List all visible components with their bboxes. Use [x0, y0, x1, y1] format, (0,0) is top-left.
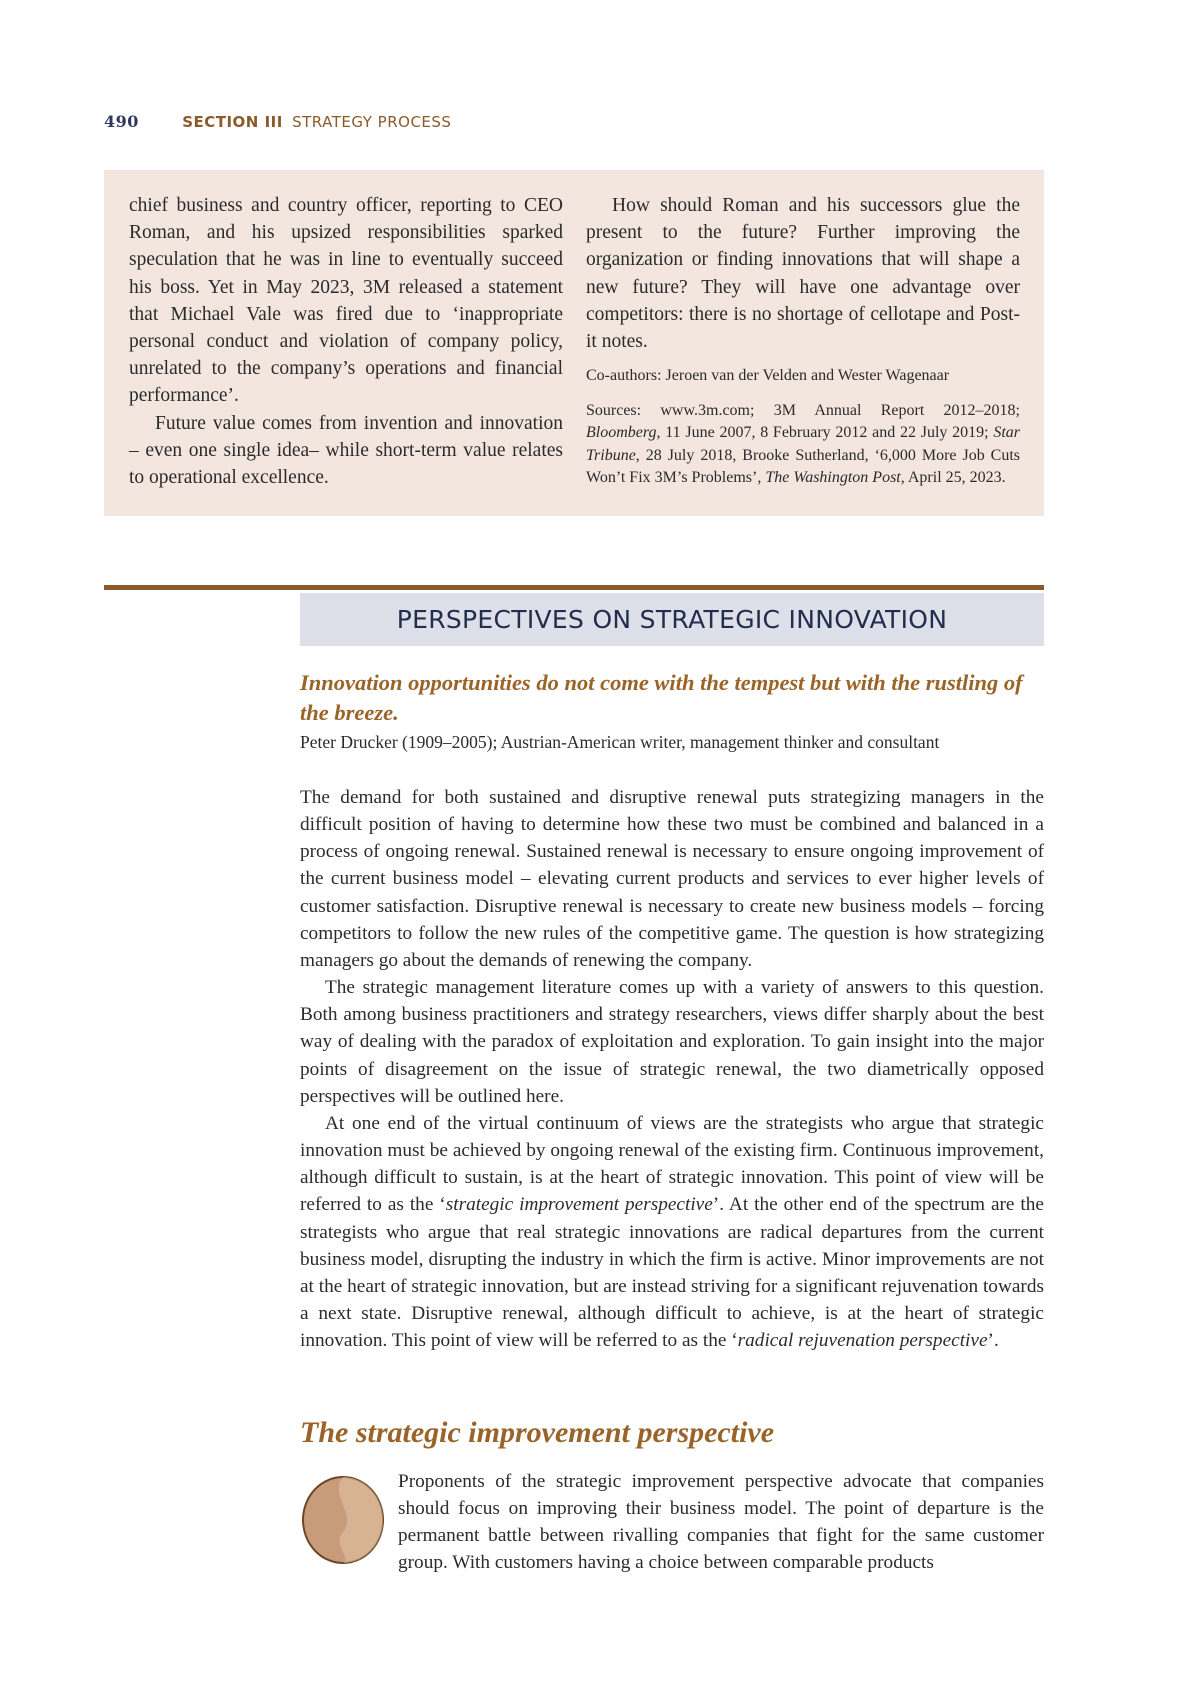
subsection-heading: The strategic improvement perspective — [300, 1416, 775, 1449]
strategic-improvement-term: strategic improvement perspective — [445, 1194, 713, 1216]
body-text: ’. At the other end of the spectrum are the strategists who argue that real strategic innovations are radical departures from the current business model, disrupting the industry in which the firm is active. Minor improvements are not at the heart of strategic innovation, but are instead striving for a significant rejuvenation towards a next state. Disruptive renewal, although difficult to achieve, is at the heart of strategic innovation. This point of view will be referred to as the ‘ — [300, 1194, 1044, 1352]
radical-rejuvenation-term: radical rejuvenation perspective — [737, 1330, 988, 1352]
main-body-text — [300, 784, 1044, 1354]
body-paragraph — [300, 1110, 1044, 1354]
epigraph-quote: Innovation opportunities do not come with the tempest but with the rustling of the breeze. — [300, 670, 1023, 725]
section-divider — [104, 585, 1044, 590]
yin-yang-icon — [300, 1474, 386, 1566]
source-star-tribune: Star Tribune — [586, 424, 1020, 464]
body-paragraph: The demand for both sustained and disruptive renewal puts strategizing managers in the difficult position of having to determine how these two must be combined and balanced in a process of ongoing renewal. Sustained renewal is necessary to ensure ongoing improvement of the current business model – elevating current products and services to ever higher levels of customer satisfaction. Disruptive renewal is necessary to create new business models – forcing competitors to follow the new rules of the competitive game. The question is how strategizing managers go about the demands of renewing the company. — [300, 787, 1044, 971]
section-label: SECTION III — [182, 113, 283, 131]
body-text: ’. — [987, 1330, 999, 1352]
perspectives-header — [300, 593, 1044, 646]
case-paragraph: Future value comes from invention and innovation – even one single idea– while short-term value relates to operational excellence. — [129, 412, 563, 489]
case-paragraph: How should Roman and his successors glue the present to the future? Further improving the organization or finding innovations that will shape a new future? They will have one advantage over competitors: there is no shortage of cellotape and Post-it notes. — [586, 195, 1020, 353]
case-column-left — [129, 192, 563, 491]
case-column-right — [586, 192, 1020, 490]
perspectives-title: PERSPECTIVES ON STRATEGIC INNOVATION — [396, 605, 948, 634]
case-study-box — [104, 170, 1044, 516]
body-text: At one end of the virtual continuum of views are the strategists who argue that strategic innovation must be achieved by ongoing renewal of the existing firm. Continuous improvement, although difficult to sustain, is at the heart of strategic innovation. This point of view will be referred to as the ‘ — [300, 1112, 1044, 1216]
source-bloomberg: Bloomberg — [586, 424, 657, 442]
epigraph-attribution: Peter Drucker (1909–2005); Austrian-American writer, management thinker and consultant — [300, 732, 940, 752]
body-paragraph: Proponents of the strategic improvement perspective advocate that companies should focus on improving their business model. The point of departure is the permanent battle between rivalling companies that fight for the same customer group. With customers having a choice between comparable products — [398, 1471, 1044, 1574]
sources-text: Sources: www.3m.com; 3M Annual Report 2012–2018; — [586, 401, 1020, 419]
page-number: 490 — [104, 112, 139, 131]
section-title: STRATEGY PROCESS — [292, 113, 452, 131]
sources-text: April 25, 2023. — [904, 469, 1006, 487]
case-paragraph: chief business and country officer, reporting to CEO Roman, and his upsized responsibilities sparked speculation that he was in line to eventually succeed his boss. Yet in May 2023, 3M released a statement that Michael Vale was fired due to ‘inappropriate personal conduct and violation of company policy, unrelated to the company’s operations and financial performance’. — [129, 195, 563, 407]
coauthors-credit: Co-authors: Jeroen van der Velden and Wester Wagenaar — [586, 367, 950, 385]
source-washington-post: The Washington Post, — [765, 469, 905, 487]
sources-text: , 11 June 2007, 8 February 2012 and 22 July 2019; — [656, 424, 994, 442]
running-head — [104, 112, 451, 131]
subsection-intro — [398, 1468, 1044, 1577]
body-paragraph: The strategic management literature comes up with a variety of answers to this question. Both among business practitioners and strategy researchers, views differ sharply about the best way of dealing with the paradox of exploitation and exploration. To gain insight into the major points of disagreement on the issue of strategic renewal, the two diametrically opposed perspectives will be outlined here. — [300, 977, 1044, 1107]
sources-text: , 28 July 2018, Brooke Sutherland, ‘6,000 More Job Cuts Won’t Fix 3M’s Problems’, — [586, 446, 1020, 487]
sources-credit — [586, 400, 1020, 490]
